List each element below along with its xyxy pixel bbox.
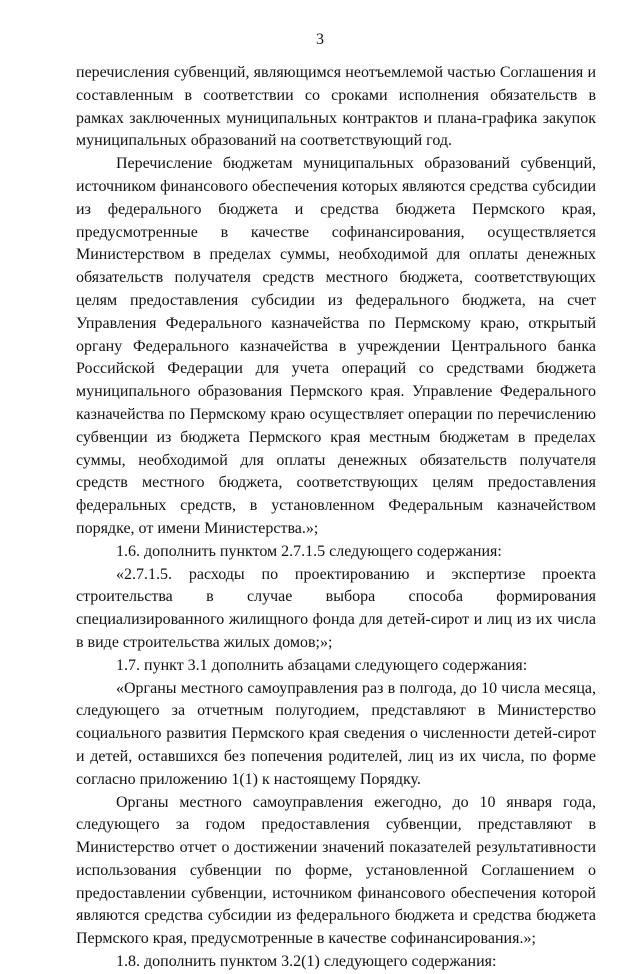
paragraph-semiannual-report: «Органы местного самоуправления раз в полгода, до 10 числа месяца, следующего за отчетным полугодием, представляют в Министерство социального развития Пермского края сведения о численности детей-сирот и детей, оставшихся без попечения родителей, лиц из их числа, по форме согласно приложению 1(1) к настоящему Порядку. (76, 679, 596, 788)
document-body (76, 62, 596, 974)
paragraph-item-1-8: 1.8. дополнить пунктом 3.2(1) следующего содержания: (116, 953, 497, 971)
paragraph-item-1-6: 1.6. дополнить пунктом 2.7.1.5 следующего содержания: (116, 542, 502, 560)
paragraph-continuation: перечисления субвенций, являющимся неотъемлемой частью Соглашения и составленным в соответствии со сроками исполнения обязательств в рамках заключенных муниципальных контрактов и плана-графика закупок муниципальных образований на соответствующий год. (76, 64, 596, 150)
page-number: 3 (316, 31, 324, 48)
paragraph-annual-report: Органы местного самоуправления ежегодно, до 10 января года, следующего за годом предоставления субвенции, представляют в Министерство отчет о достижении значений показателей результативности использования субвенции по форме, установленной Соглашением о предоставлении субвенции, источником финансового обеспечения которой являются средства субсидии из федерального бюджета и средства бюджета Пермского края, предусмотренные в качестве софинансирования.»; (76, 793, 596, 948)
paragraph-clause-2-7-1-5: «2.7.1.5. расходы по проектированию и экспертизе проекта строительства в случае выбора способа формирования специализированного жилищного фонда для детей-сирот и лиц из их числа в виде строительства жилых домов;»; (76, 565, 596, 651)
paragraph-item-1-7: 1.7. пункт 3.1 дополнить абзацами следующего содержания: (116, 656, 528, 674)
paragraph-transfer-procedure: Перечисление бюджетам муниципальных образований субвенций, источником финансового обеспечения которых являются средства субсидии из федерального бюджета и средства бюджета Пермского края, предусмотренные в качестве софинансирования, осуществляется Министерством в пределах суммы, необходимой для оплаты денежных обязательств получателя средств местного бюджета, соответствующих целям предоставления субсидии из федерального бюджета, на счет Управления Федерального казначейства по Пермскому краю, открытый органу Федерального казначейства в учреждении Центрального банка Российской Федерации для учета операций со средствами бюджета муниципального образования Пермского края. Управление Федерального казначейства по Пермскому краю осуществляет операции по перечислению субвенции из бюджета Пермского края местным бюджетам в пределах суммы, необходимой для оплаты денежных обязательств получателя средств местного бюджета, соответствующих целям предоставления федеральных средств, в установленном Федеральным казначейством порядке, от имени Министерства.»; (76, 155, 596, 537)
